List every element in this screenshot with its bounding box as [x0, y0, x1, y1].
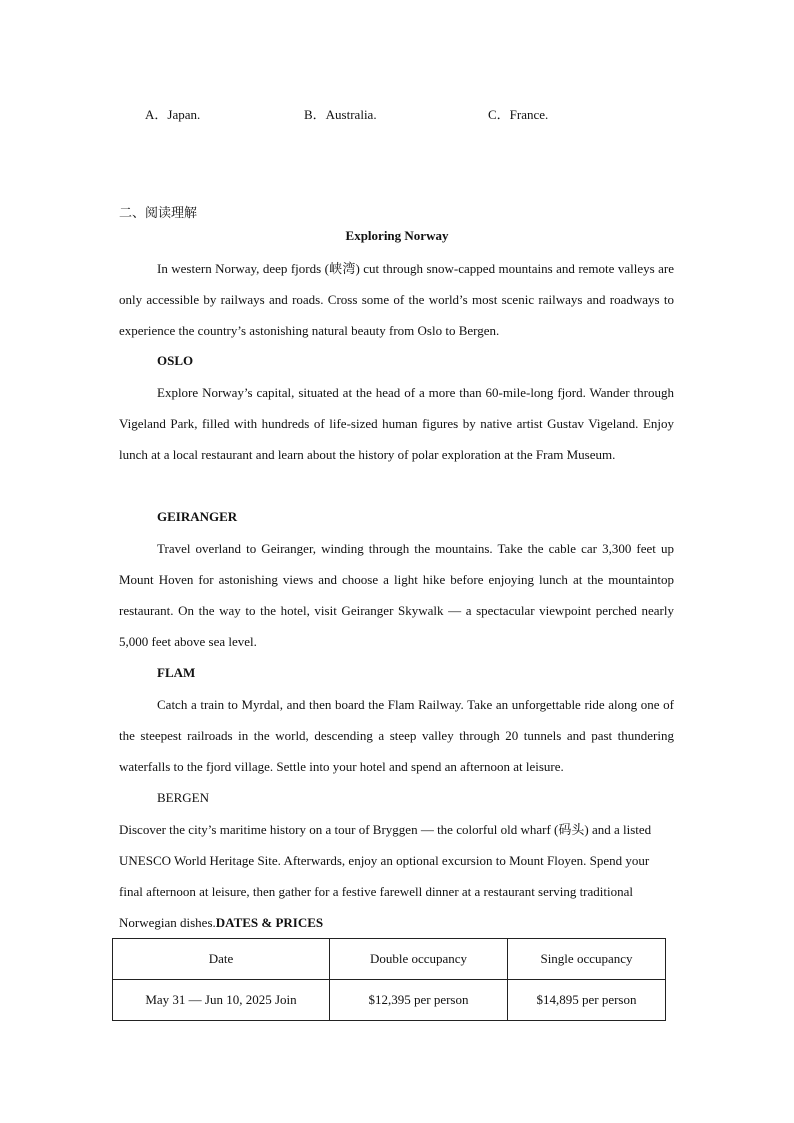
- article-title: Exploring Norway: [345, 228, 449, 243]
- option-b: B．Australia.: [304, 107, 377, 122]
- header-date: Date: [113, 939, 330, 980]
- header-single: Single occupancy: [508, 939, 666, 980]
- intro-paragraph: In western Norway, deep fjords (峡湾) cut through snow-capped mountains and remote valleys are only accessible by railways and roads. Cross some of the world’s most scenic railways and roadways to experience the country’s astonishing natural beauty from Oslo to Bergen.: [119, 261, 674, 338]
- option-a: A．Japan.: [145, 107, 201, 122]
- price-table: [112, 938, 666, 1021]
- cell-double-price: $12,395 per person: [330, 980, 508, 1021]
- heading-oslo: OSLO: [157, 353, 194, 368]
- heading-bergen: BERGEN: [157, 790, 209, 805]
- option-c: C．France.: [488, 107, 549, 122]
- section-title: 二、阅读理解: [119, 205, 198, 220]
- cell-date: May 31 — Jun 10, 2025 Join: [113, 980, 330, 1021]
- table-row: [113, 980, 666, 1021]
- header-double: Double occupancy: [330, 939, 508, 980]
- cell-single-price: $14,895 per person: [508, 980, 666, 1021]
- heading-flam: FLAM: [157, 665, 196, 680]
- flam-paragraph: Catch a train to Myrdal, and then board the Flam Railway. Take an unforgettable ride along one of the steepest railroads in the world, descending a steep valley through 20 tunnels and past thundering waterfalls to the fjord village. Settle into your hotel and spend an afternoon at leisure.: [119, 697, 674, 774]
- heading-geiranger: GEIRANGER: [157, 509, 238, 524]
- geiranger-paragraph: Travel overland to Geiranger, winding through the mountains. Take the cable car 3,300 feet up Mount Hoven for astonishing views and choose a light hike before enjoying lunch at the mountaintop restaurant. On the way to the hotel, visit Geiranger Skywalk — a spectacular viewpoint perched nearly 5,000 feet above sea level.: [119, 541, 674, 649]
- bergen-text: Discover the city’s maritime history on a tour of Bryggen — the colorful old wharf (码头) and a listed UNESCO World Heritage Site. Afterwards, enjoy an optional excursion to Mount Floyen. Spend your final afternoon at leisure, then gather for a festive farewell dinner at a restaurant serving traditional Norwegian dishes.: [119, 822, 652, 930]
- dates-prices-heading: DATES & PRICES: [215, 915, 324, 930]
- oslo-paragraph: Explore Norway’s capital, situated at the head of a more than 60-mile-long fjord. Wander through Vigeland Park, filled with hundreds of life-sized human figures by native artist Gustav Vigeland. Enjoy lunch at a local restaurant and learn about the history of polar exploration at the Fram Museum.: [119, 385, 674, 462]
- bergen-paragraph: [119, 814, 674, 938]
- table-header-row: [113, 939, 666, 980]
